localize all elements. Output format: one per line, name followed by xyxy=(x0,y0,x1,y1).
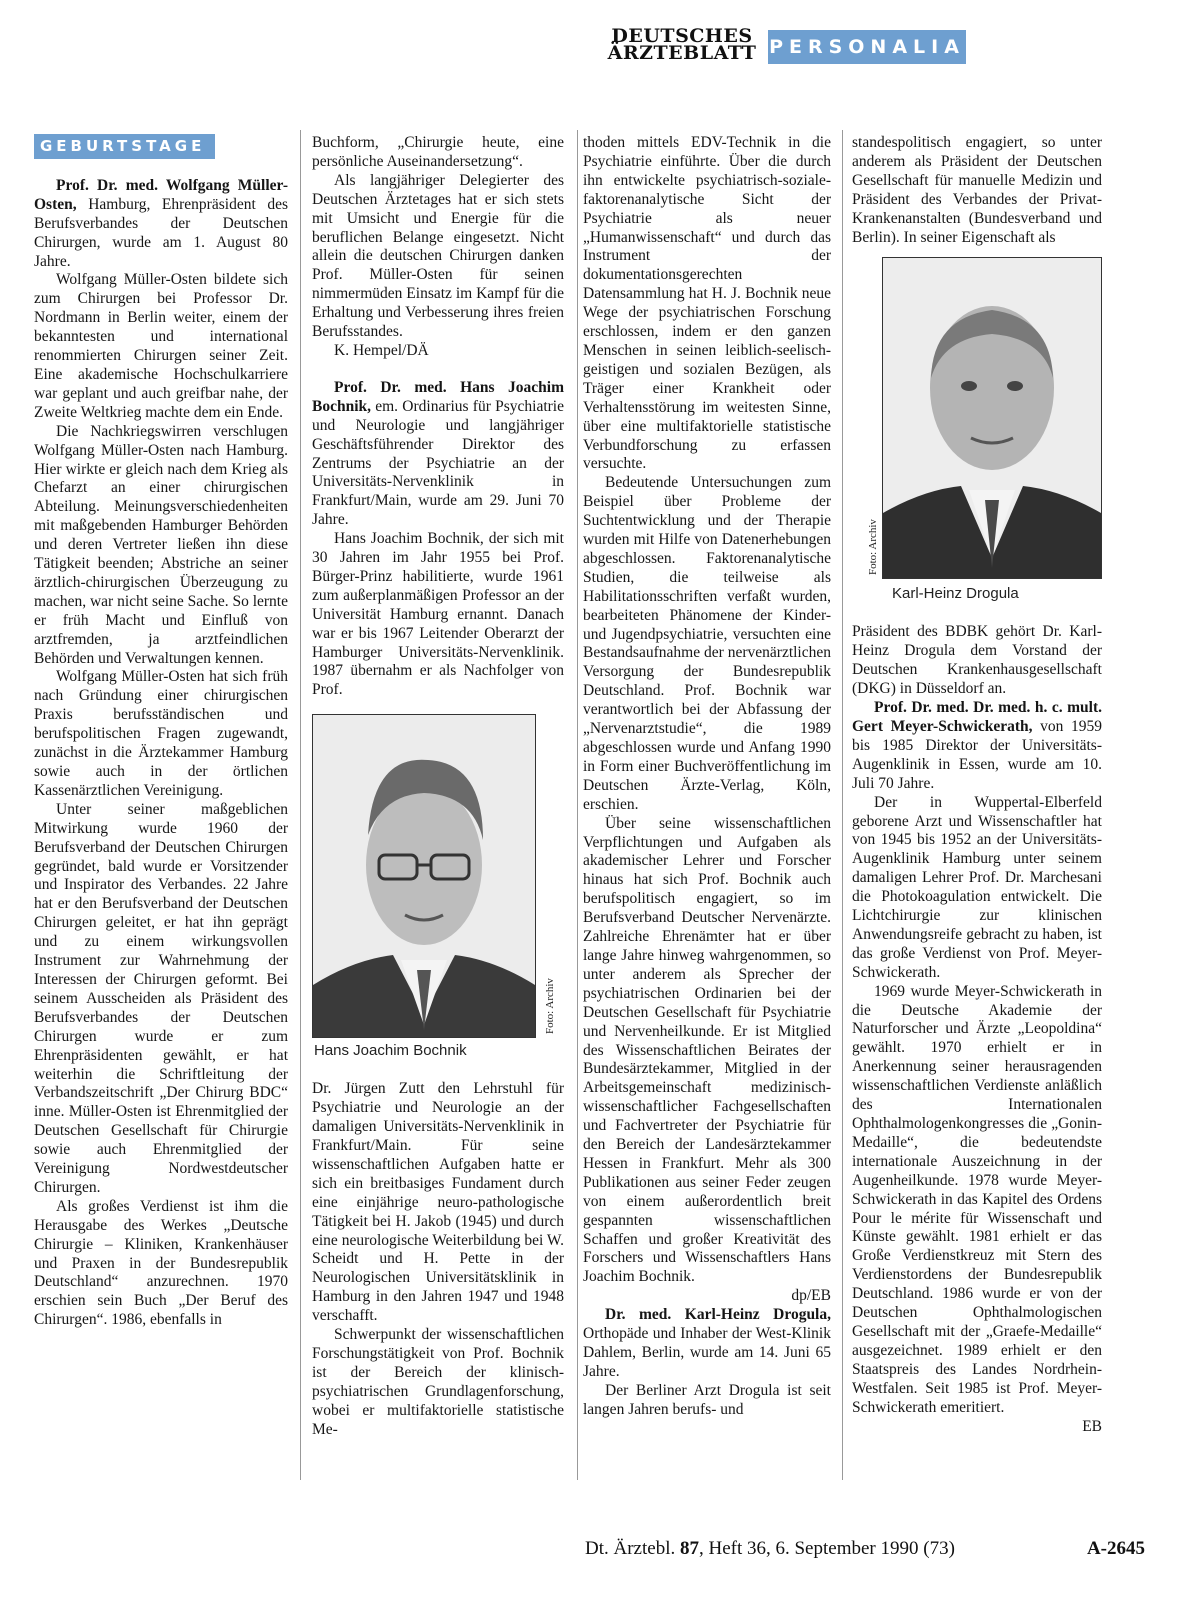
person-name: Prof. Dr. med. Dr. med. h. c. mult. Gert Meyer-Schwickerath, xyxy=(852,699,1102,735)
logo-line-1: DEUTSCHES xyxy=(611,25,753,47)
volume-number: 87 xyxy=(679,1538,699,1559)
logo-line-2: ÄRZTEBLATT xyxy=(607,42,757,64)
paragraph: Als großes Verdienst ist ihm die Herausgabe des Werkes „Deutsche Chirurgie – Kliniken, Krankenhäuser und Praxen in der Bundesrepublik Deutschland“ anzurechnen. 1970 erschien sein Buch „Der Beruf des Chirurgen“. 1986, ebenfalls in xyxy=(34,1197,288,1329)
paragraph: 1969 wurde Meyer-Schwickerath in die Deutsche Akademie der Naturforscher und Ärzte „Leopoldina“ gewählt. 1970 erhielt er in Anerkennung seiner herausragenden wissenschaftlichen Verdienste anläßlich des Internationalen Ophthalmologenkongresses die „Gonin-Medaille“, die bedeutendste internationale Auszeichnung in der Augenheilkunde. 1978 wurde Meyer-Schwickerath in das Kapitel des Ordens Pour le mérite für Wissenschaft und Künste gewählt. 1981 erhielt er das Große Verdienstkreuz mit Stern des Verdienstordens der Bundesrepublik Deutschland. 1986 wurde er von der Deutschen Ophthalmologischen Gesellschaft mit der „Graefe-Medaille“ ausgezeichnet. 1989 erhielt er den Staatspreis des Landes Nordrhein-Westfalen. Seit 1985 ist Prof. Meyer-Schwickerath emeritiert. xyxy=(852,982,1102,1416)
column-divider xyxy=(842,130,843,1480)
article-2-intro: Prof. Dr. med. Hans Joachim Bochnik, em. Ordinarius für Psychiatrie und Neurologie und langjähriger Geschäftsführender Direktor des Zentrums der Psychiatrie an der Universitäts-Nervenklinik in Frankfurt/Main, wurde am 29. Juni 70 Jahre. xyxy=(312,378,564,529)
paragraph: Präsident des BDBK gehört Dr. Karl-Heinz Drogula dem Vorstand der Deutschen Krankenhausgesellschaft (DKG) in Düsseldorf an. xyxy=(852,623,1102,698)
paragraph: thoden mittels EDV-Technik in die Psychiatrie einführte. Über die durch ihn entwickelte psychiatrisch-soziale-faktorenanalytische Sicht der Psychiatrie als neuer „Humanwissenschaft“ und durch das Instrument der dokumentationsgerechten Datensammlung hat H. J. Bochnik neue Wege der psychiatrischen Forschung erschlossen, indem er den ganzen Menschen in seinen leiblich-seelisch-geistigen und sozialen Bezügen, als Träger einer Krankheit oder Verhaltensstörung im weitesten Sinne, über eine multifaktorielle statistische Verbundforschung zu erfassen versuchte. xyxy=(583,134,831,473)
paragraph: Hans Joachim Bochnik, der sich mit 30 Jahren im Jahr 1955 bei Prof. Bürger-Prinz habilitierte, wurde 1961 zum außerplanmäßigen Professor an der Universität Hamburg ernannt. Danach war er bis 1967 Leitender Oberarzt der Hamburger Universitäts-Nervenklinik. 1987 übernahm er als Nachfolger von Prof. xyxy=(312,530,564,699)
paragraph: Der Berliner Arzt Drogula ist seit langen Jahren berufs- und xyxy=(583,1381,831,1418)
portrait-photo-drogula xyxy=(852,257,1102,617)
article-1-intro: Prof. Dr. med. Wolfgang Müller-Osten, Hamburg, Ehrenpräsident des Berufsverbandes der Deutschen Chirurgen, wurde am 1. August 80 Jahre. xyxy=(34,176,288,270)
person-name: Dr. med. Karl-Heinz Drogula, xyxy=(605,1306,831,1324)
column-4 xyxy=(852,134,1102,1436)
portrait-image xyxy=(312,714,536,1038)
paragraph: Über seine wissenschaftlichen Verpflichtungen und Aufgaben als akademischer Lehrer und Forscher hinaus hat sich Prof. Bochnik auch berufspolitisch engagiert, so im Berufsverband Deutscher Nervenärzte. Zahlreiche Ehrenämter hat er über lange Jahre hinweg wahrgenommen, so unter anderem als Sprecher der psychiatrischen Ordinarien bei der Deutschen Gesellschaft für Psychiatrie und Nervenheilkunde. Er ist Mitglied des Wissenschaftlichen Beirates der Bundesärztekammer, Mitglied in der Arbeitsgemeinschaft medizinisch-wissenschaftlicher Fachgesellschaften und Fachvertreter der Psychiatrie für den Bereich der Landesärztekammer Hessen in Frankfurt. Mehr als 300 Publikationen aus seiner Feder zeugen von einem außerordentlich breit gespannten wissenschaftlichen Schaffen und großer Kreativität des Forschers und Wissenschaftlers Hans Joachim Bochnik. xyxy=(583,814,831,1286)
column-divider xyxy=(300,130,301,1480)
paragraph: Als langjähriger Delegierter des Deutschen Ärztetages hat er sich stets mit Umsicht und Energie für die beruflichen Belange eingesetzt. Nicht allein die deutschen Chirurgen danken Prof. Müller-Osten für seinen nimmermüden Einsatz im Kampf für die Erhaltung und Verbesserung ihres freien Berufsstandes. xyxy=(312,171,564,341)
section-heading: GEBURTSTAGE xyxy=(34,134,215,159)
portrait-drawing xyxy=(313,715,535,1037)
paragraph: Die Nachkriegswirren verschlugen Wolfgang Müller-Osten nach Hamburg. Hier wirkte er gleich nach dem Krieg als Chefarzt an einer chirurgischen Abteilung. Meinungsverschiedenheiten mit maßgebenden Hamburger Behörden und deren Vertreter ließen ihn diese Tätigkeit beenden; Abstriche an seiner ärztlich-chirurgischen Überzeugung zu machen, war nicht seine Sache. So lernte er früh Macht und Einfluß von arztfremden, ja arztfeindlichen Behörden und Verwaltungen kennen. xyxy=(34,422,288,667)
column-divider xyxy=(577,130,578,1480)
photo-caption: Karl-Heinz Drogula xyxy=(892,585,1019,603)
column-2 xyxy=(312,134,564,1440)
section-banner: PERSONALIA xyxy=(768,30,966,64)
column-1 xyxy=(34,134,288,1330)
paragraph: Unter seiner maßgeblichen Mitwirkung wurde 1960 der Berufsverband der Deutschen Chirurgen gegründet, bald wurde er Vorsitzender und Inspirator des Verbandes. 22 Jahre hat er den Berufsverband der Deutschen Chirurgen geleitet, er hat ihn geprägt und zu einem wirkungsvollen Instrument zur Wahrnehmung der Interessen der Chirurgen geformt. Bei seinem Ausscheiden als Präsident des Berufsverbandes der Deutschen Chirurgen wurde er zum Ehrenpräsidenten gewählt, er hat weiterhin die Schriftleitung der Verbandszeitschrift „Der Chirurg BDC“ inne. Müller-Osten ist Ehrenmitglied der Deutschen Gesellschaft für Chirurgie sowie auch Ehrenmitglied der Vereinigung Nordwestdeutscher Chirurgen. xyxy=(34,800,288,1196)
signature: dp/EB xyxy=(791,1287,831,1305)
journal-logo xyxy=(598,25,766,64)
photo-credit: Foto: Archiv xyxy=(867,519,879,576)
paragraph: Schwerpunkt der wissenschaftlichen Forschungstätigkeit von Prof. Bochnik ist der Bereich der klinisch-psychiatrischen Grundlagenforschung, wobei er multifaktorielle statistische Me- xyxy=(312,1326,564,1438)
paragraph: Bedeutende Untersuchungen zum Beispiel über Probleme der Suchtentwicklung und der Therapie wurden mit Hilfe von Datenerhebungen abgeschlossen. Faktorenanalytische Studien, die teilweise als Habilitationsschriften verfaßt wurden, bearbeiteten Phänomene der Kinder- und Jugendpsychiatrie, versuchten eine Bestandsaufnahme der nervenärztlichen Versorgung der Bundesrepublik Deutschland. Prof. Bochnik war verantwortlich bei der Abfassung der „Nervenarztstudie“, die 1989 abgeschlossen wurde und Anfang 1990 in Form einer Buchveröffentlichung im Deutschen Ärzte-Verlag, Köln, erschien. xyxy=(583,474,831,813)
portrait-photo-bochnik xyxy=(312,714,564,1072)
paragraph: Wolfgang Müller-Osten hat sich früh nach Gründung einer chirurgischen Praxis berufsständischen und berufspolitischen Fragen zugewandt, zunächst in die Ärztekammer Hamburg sowie auch in der örtlichen Kassenärztlichen Vereinigung. xyxy=(34,668,288,799)
photo-credit: Foto: Archiv xyxy=(544,978,556,1035)
portrait-image xyxy=(882,257,1102,579)
page-number: A-2645 xyxy=(1086,1538,1145,1559)
portrait-drawing xyxy=(883,258,1101,578)
citation: Dt. Ärztebl. 87, Heft 36, 6. September 1990 (73) xyxy=(585,1538,955,1559)
paragraph: Buchform, „Chirurgie heute, eine persönliche Auseinandersetzung“. xyxy=(312,134,564,170)
paragraph: Dr. Jürgen Zutt den Lehrstuhl für Psychiatrie und Neurologie an der damaligen Universitäts-Nervenklinik in Frankfurt/Main. Für seine wissenschaftlichen Aufgaben hatte er sich ein breitbasiges Fundament durch eine einjährige neuro-pathologische Tätigkeit bei H. Jakob (1945) und durch eine neurologische Weiterbildung bei W. Scheidt und H. Pette in der Neurologischen Universitätsklinik in Hamburg in den Jahren 1947 und 1948 verschafft. xyxy=(312,1080,565,1325)
paragraph: Wolfgang Müller-Osten bildete sich zum Chirurgen bei Professor Dr. Nordmann in Berlin weiter, einem der bekanntesten und international renommierten Chirurgen seiner Zeit. Eine akademische Hochschulkarriere war geplant und auch greifbar nahe, der Zweite Weltkrieg machte dem ein Ende. xyxy=(34,271,288,421)
paragraph: standespolitisch engagiert, so unter anderem als Präsident der Deutschen Gesellschaft für manuelle Medizin und Präsident des Verbandes der Privat-Krankenanstalten (Bundesverband und Berlin). In seiner Eigenschaft als xyxy=(852,134,1102,246)
article-4-intro: Prof. Dr. med. Dr. med. h. c. mult. Gert Meyer-Schwickerath, von 1959 bis 1985 Direktor der Universitäts-Augenklinik in Essen, wurde am 10. Juli 70 Jahre. xyxy=(852,699,1102,792)
signature: K. Hempel/DÄ xyxy=(334,341,429,359)
photo-caption: Hans Joachim Bochnik xyxy=(314,1042,467,1060)
signature: EB xyxy=(1082,1417,1102,1435)
masthead xyxy=(598,25,1138,76)
column-3 xyxy=(583,134,831,1420)
person-name: Prof. Dr. med. Hans Joachim Bochnik, xyxy=(312,378,564,415)
article-3-intro: Dr. med. Karl-Heinz Drogula, Orthopäde und Inhaber der West-Klinik Dahlem, Berlin, wurde am 14. Juni 65 Jahre. xyxy=(583,1306,831,1380)
paragraph: Der in Wuppertal-Elberfeld geborene Arzt und Wissenschaftler hat von 1945 bis 1952 an der Universitäts-Augenklinik Hamburg unter seinem damaligen Lehrer Prof. Dr. Marchesani die Photokoagulation entwickelt. Die Lichtchirurgie zur klinischen Anwendungsreife gebracht zu haben, ist das große Verdienst von Prof. Meyer-Schwickerath. xyxy=(852,793,1102,981)
person-name: Prof. Dr. med. Wolfgang Müller-Osten, xyxy=(34,176,288,213)
